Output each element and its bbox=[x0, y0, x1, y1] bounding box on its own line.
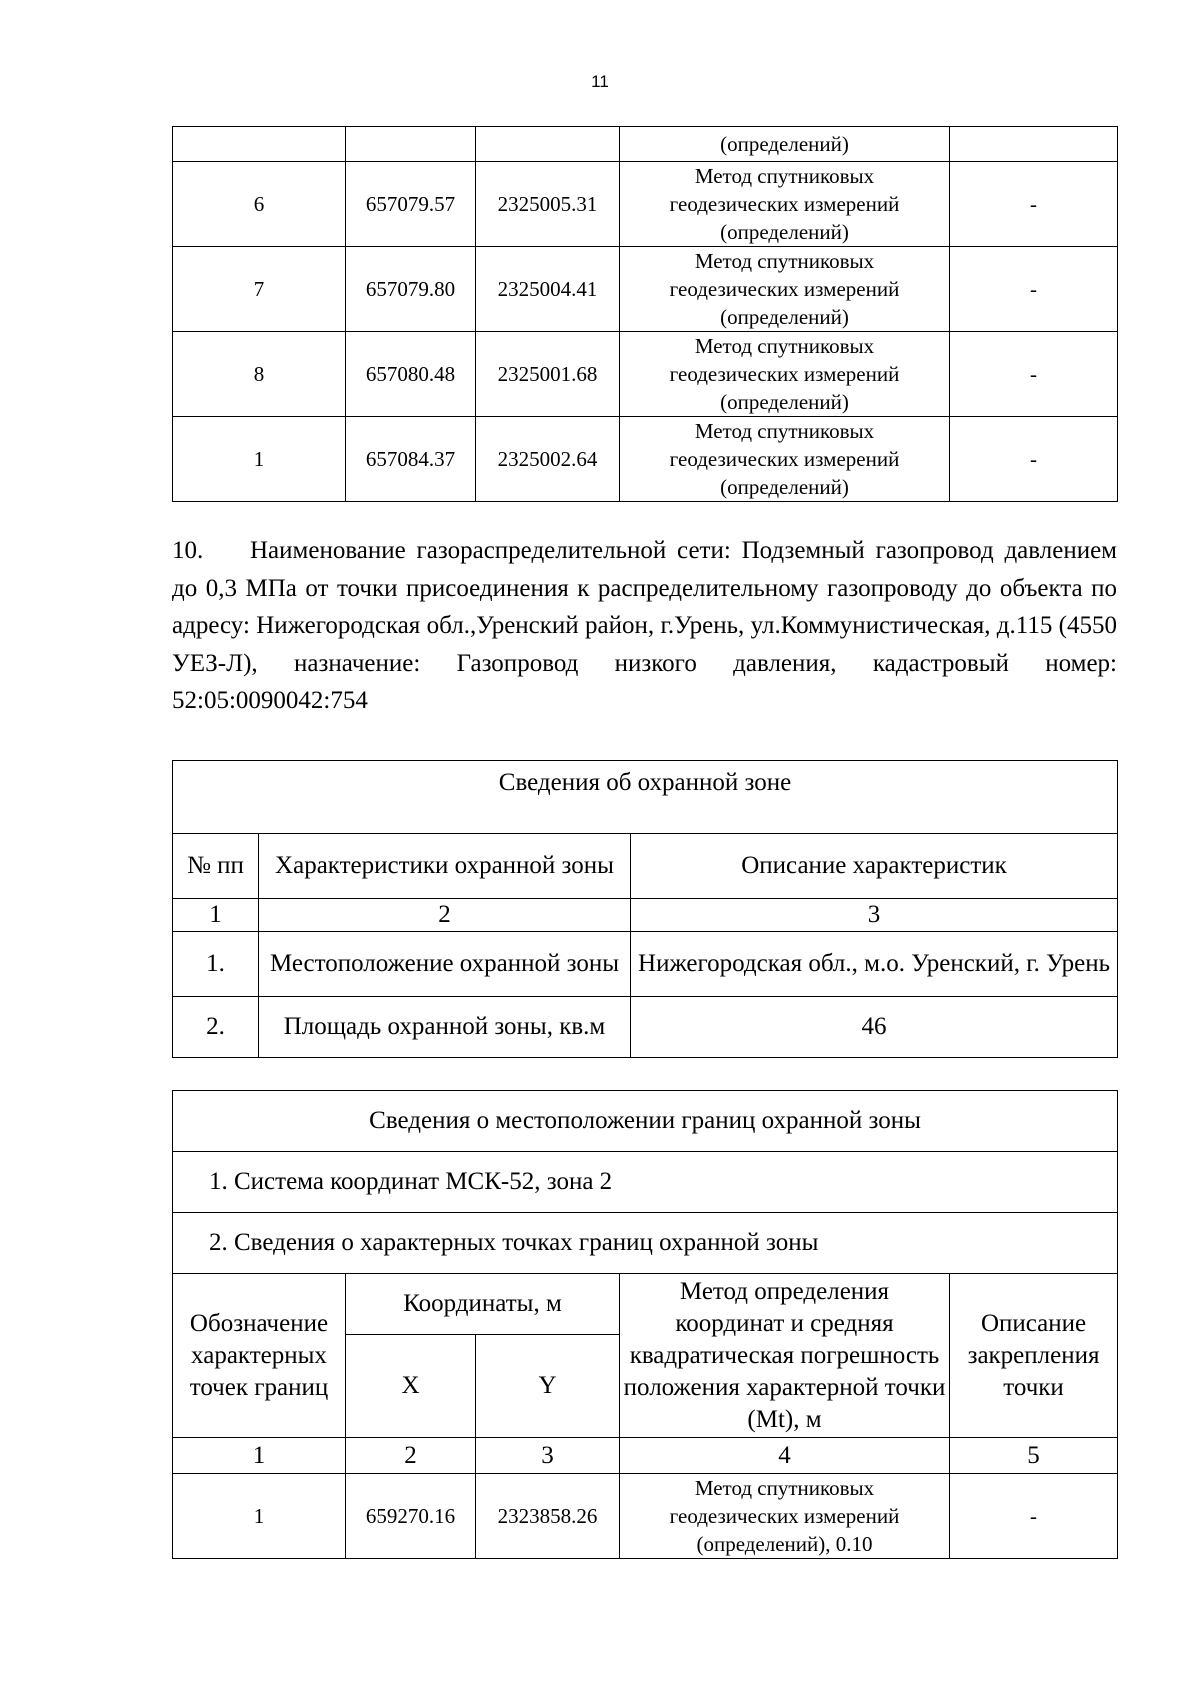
method-cell: Метод спутниковых геодезических измерений (определений), 0.10 bbox=[620, 1474, 950, 1559]
method-cell: Метод спутниковых геодезических измерений (определений) bbox=[620, 162, 950, 247]
x-cell: 657079.57 bbox=[346, 162, 476, 247]
column-header: Координаты, м bbox=[346, 1274, 620, 1335]
table-header-row bbox=[173, 834, 1118, 899]
table-title: Сведения о местоположении границ охранной зоны bbox=[173, 1091, 1118, 1152]
description-cell: - bbox=[950, 1474, 1118, 1559]
index-row: 1 2 3 4 5 bbox=[173, 1438, 1118, 1474]
y-cell: 2325001.68 bbox=[476, 332, 620, 417]
table-row: 2. Площадь охранной зоны, кв.м 46 bbox=[173, 997, 1118, 1058]
description-cell: - bbox=[950, 417, 1118, 502]
x-cell: 659270.16 bbox=[346, 1474, 476, 1559]
table-row bbox=[173, 1474, 1118, 1559]
y-cell: 2325002.64 bbox=[476, 417, 620, 502]
index-row: 1 2 3 bbox=[173, 899, 1118, 932]
section-number: 10. bbox=[172, 537, 204, 564]
point-cell: 7 bbox=[173, 247, 346, 332]
table-row bbox=[173, 417, 1118, 502]
column-header: Y bbox=[476, 1335, 620, 1438]
column-header: № пп bbox=[173, 834, 259, 899]
table-row bbox=[173, 332, 1118, 417]
y-cell: 2325004.41 bbox=[476, 247, 620, 332]
column-header: X bbox=[346, 1335, 476, 1438]
y-cell: 2325005.31 bbox=[476, 162, 620, 247]
table-title-row bbox=[173, 1091, 1118, 1152]
table-row bbox=[173, 247, 1118, 332]
section-text: Наименование газораспределительной сети: Подземный газопровод давлением до 0,3 МПа от точки присоединения к распределительному газопроводу до объекта по адресу: Нижегородская обл.,Уренский район, г.Урень, ул.Коммунистическая, д.115 (4550 УЕЗ-Л), назначение: Газопровод низкого давления, кадастровый номер: 52:05:0090042:754 bbox=[172, 537, 1117, 714]
table-title-row bbox=[173, 761, 1118, 834]
section-paragraph bbox=[172, 532, 1117, 720]
point-cell: 6 bbox=[173, 162, 346, 247]
description-cell: - bbox=[950, 332, 1118, 417]
method-cell: (определений) bbox=[620, 127, 950, 162]
method-cell: Метод спутниковых геодезических измерений (определений) bbox=[620, 417, 950, 502]
table-row bbox=[173, 127, 1118, 162]
y-cell: 2323858.26 bbox=[476, 1474, 620, 1559]
column-header: Описание характеристик bbox=[631, 834, 1118, 899]
table-header-row bbox=[173, 1274, 1118, 1335]
coordinates-table-continued bbox=[172, 126, 1118, 502]
column-header: Метод определения координат и средняя квадратическая погрешность положения характерной точки (Mt), м bbox=[620, 1274, 950, 1438]
point-cell: 1 bbox=[173, 1474, 346, 1559]
method-cell: Метод спутниковых геодезических измерений (определений) bbox=[620, 332, 950, 417]
column-header: Обозначение характерных точек границ bbox=[173, 1274, 346, 1438]
column-header: Характеристики охранной зоны bbox=[259, 834, 631, 899]
coordinate-system-row: 1. Система координат МСК-52, зона 2 bbox=[173, 1152, 1118, 1213]
x-cell: 657084.37 bbox=[346, 417, 476, 502]
table-row: 1. Местоположение охранной зоны Нижегородская обл., м.о. Уренский, г. Урень bbox=[173, 932, 1118, 997]
x-cell: 657080.48 bbox=[346, 332, 476, 417]
zone-boundaries-table bbox=[172, 1090, 1118, 1559]
table-title: Сведения об охранной зоне bbox=[173, 761, 1118, 834]
point-cell: 8 bbox=[173, 332, 346, 417]
protected-zone-table bbox=[172, 760, 1118, 1058]
table-row bbox=[173, 162, 1118, 247]
description-cell: - bbox=[950, 162, 1118, 247]
column-header: Описание закрепления точки bbox=[950, 1274, 1118, 1438]
point-cell: 1 bbox=[173, 417, 346, 502]
method-cell: Метод спутниковых геодезических измерений (определений) bbox=[620, 247, 950, 332]
page-number: 11 bbox=[591, 72, 609, 91]
description-cell: - bbox=[950, 247, 1118, 332]
x-cell: 657079.80 bbox=[346, 247, 476, 332]
points-title-row: 2. Сведения о характерных точках границ охранной зоны bbox=[173, 1213, 1118, 1274]
